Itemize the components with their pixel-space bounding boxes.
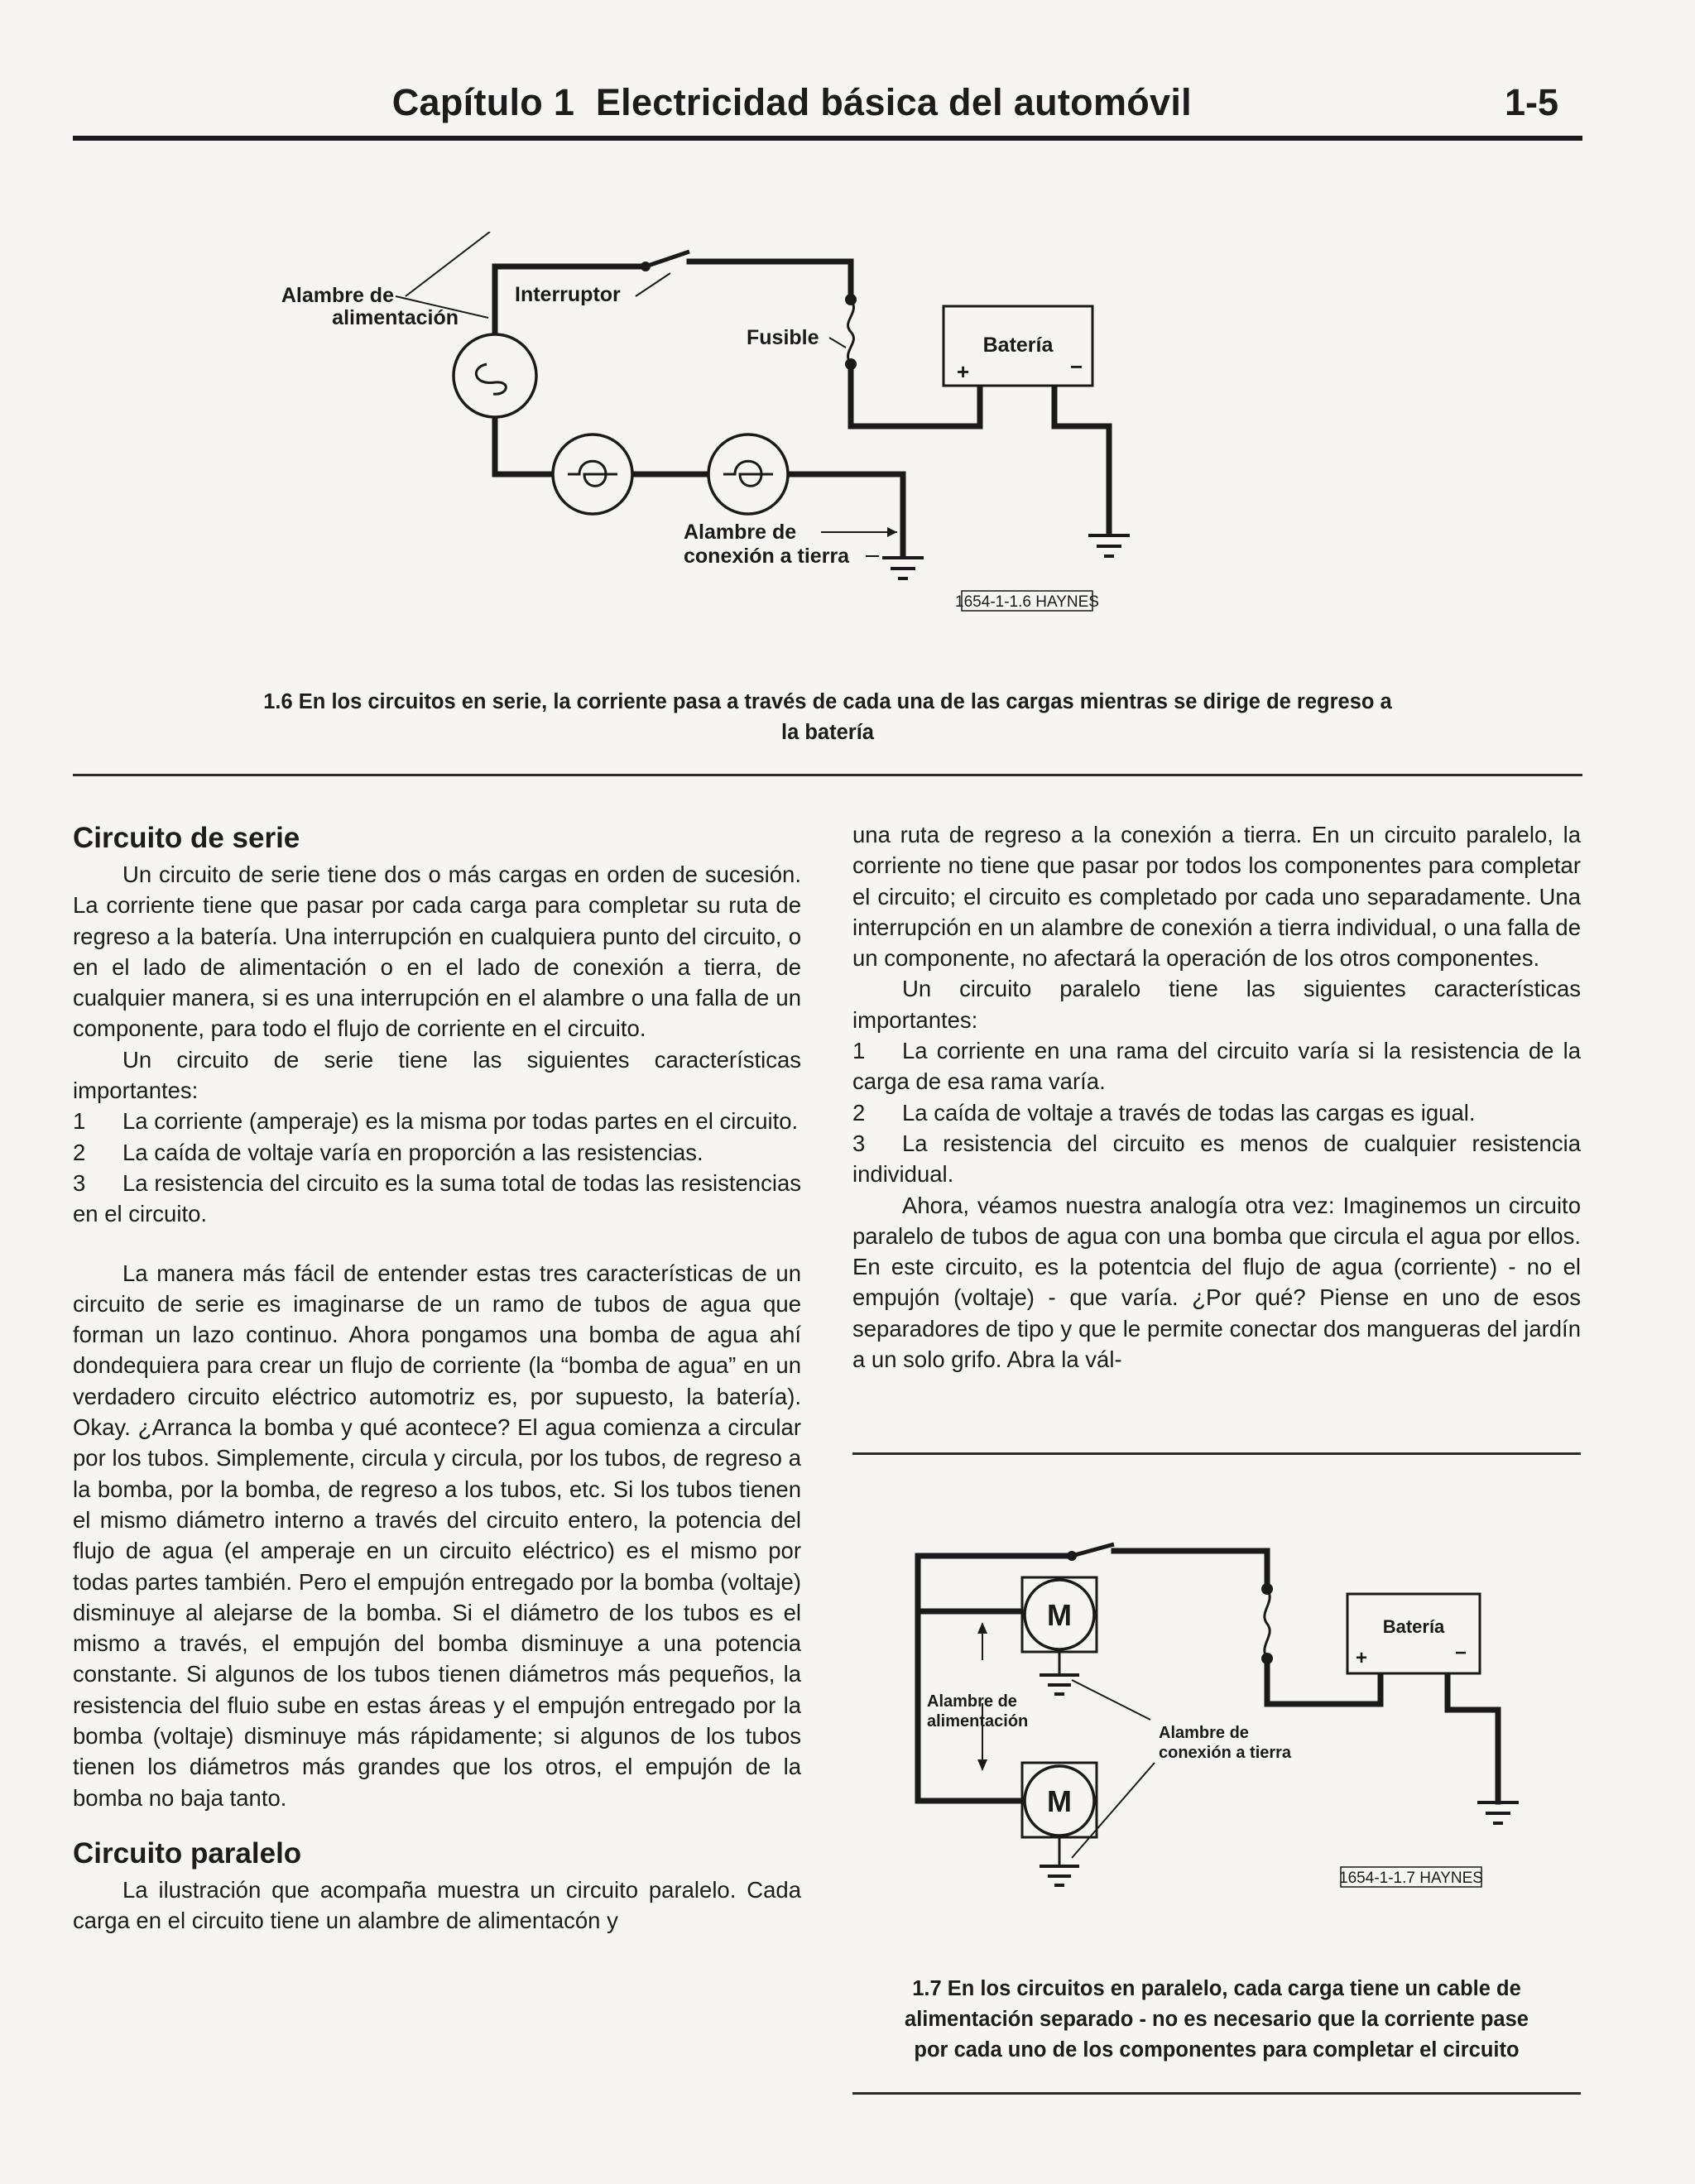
paragraph: Un circuito paralelo tiene las siguientes características importantes: (852, 976, 1581, 1033)
feed-wire-label-2: alimentación (332, 306, 459, 329)
feed-wire-label: Alambre de (281, 284, 394, 307)
section-heading: Circuito paralelo (73, 1836, 302, 1870)
list-number: 2 (73, 1139, 86, 1165)
list-text: La resistencia del circuito es la suma total de todas las resistencias en el circuito. (73, 1169, 801, 1227)
switch-blade (1072, 1544, 1114, 1556)
list-text: La resistencia del circuito es menos de cualquier resistencia individual. (852, 1130, 1581, 1188)
motor-icon (1022, 1577, 1097, 1652)
paragraph: Un circuito de serie tiene las siguientes características importantes: (73, 1046, 801, 1104)
list-number: 1 (852, 1038, 866, 1064)
left-column (73, 818, 801, 1937)
list-item (852, 1035, 1581, 1097)
switch-pivot (641, 262, 651, 271)
right-column (852, 819, 1581, 1375)
page-number: 1-5 (1505, 81, 1559, 123)
caption-line: por cada uno de los componentes para completar el circuito (914, 2038, 1520, 2062)
list-number: 2 (852, 1099, 866, 1126)
bulb-icon (553, 434, 632, 514)
ground-icon (882, 558, 924, 578)
caption-line: 1.7 En los circuitos en paralelo, cada carga tiene un cable de (912, 1977, 1521, 2000)
caption-line: la batería (781, 721, 874, 744)
chapter-title: Electricidad básica del automóvil (595, 81, 1192, 123)
parallel-circuit-diagram (902, 1523, 1581, 1912)
battery-label: Batería (1382, 1616, 1445, 1637)
list-number: 3 (73, 1169, 86, 1196)
caption-line: 1.6 En los circuitos en serie, la corriente pasa a través de cada una de las cargas mientras se dirige de regreso a (263, 690, 1392, 713)
list-item (852, 1128, 1581, 1190)
fuse-label: Fusible (747, 326, 819, 349)
chapter-number: Capítulo 1 (391, 81, 575, 123)
list-item (73, 1168, 801, 1230)
ground-icon (1040, 1866, 1079, 1885)
figure-id: 1654-1-1.6 HAYNES (955, 593, 1099, 611)
paragraph: una ruta de regreso a la conexión a tierra. En un circuito paralelo, la corriente no tiene que pasar por todos los componentes para completar el circuito; el circuito es completado por cada uno separadamente. Una interrupción en un alambre de conexión a tierra individual, o una falla de un componente, no afectará la operación de los otros componentes. (852, 822, 1581, 972)
paragraph: La manera más fácil de entender estas tres características de un circuito de serie es imaginarse de un ramo de tubos de agua que forman un lazo continuo. Ahora pongamos una bomba de agua ahí dondequiera para crear un flujo de corriente (la “bomba de agua” en un verdadero circuito eléctrico automotriz es, por supuesto, la batería). Okay. ¿Arranca la bomba y qué acontece? El agua comienza a circular por los tubos. Simplemente, circula y circula, por los tubos, de regreso a la bomba, por la bomba, de regreso a los tubos, etc. Si los tubos tienen el mismo diámetro interno a través del circuito entero, la potencia del flujo de agua (el amperaje en un circuito eléctrico) es el mismo por todas partes también. Pero el empujón entregado por la bomba (voltaje) disminuye al alejarse de la bomba. Si el diámetro de los tubos es el mismo a través, el empujón del bomba disminuye a una potencia constante. Si algunos de los tubos tienen diámetros más pequeños, la resistencia del fluio sube en estas áreas y el empujón entregado por la bomba (voltaje) disminuye más rápidamente; si algunos de los tubos tienen los diámetros más grandes que los otros, el empujón de la bomba no baja tanto. (73, 1260, 801, 1811)
caption-line: alimentación separado - no es necesario que la corriente pase (905, 2008, 1529, 2031)
ground-wire-label-2: conexión a tierra (1159, 1744, 1292, 1762)
bulb-icon (708, 434, 788, 514)
motor-label: M (1047, 1784, 1072, 1818)
ground-icon (1477, 1802, 1519, 1823)
switch-blade (646, 252, 689, 266)
feed-wire-label: Alambre de (927, 1692, 1017, 1711)
figure-caption (99, 687, 1556, 748)
section-heading: Circuito de serie (73, 822, 300, 854)
section-rule (852, 2092, 1581, 2095)
series-circuit-diagram (281, 232, 1175, 621)
list-item (852, 1097, 1581, 1128)
chapter-header (0, 81, 1192, 124)
list-text: La caída de voltaje varía en proporción a las resistencias. (122, 1139, 703, 1165)
ground-wire-label: Alambre de (684, 521, 797, 544)
list-text: La corriente en una rama del circuito varía si la resistencia de la carga de esa rama varía. (852, 1038, 1581, 1095)
battery-minus: − (1070, 354, 1083, 379)
motor-icon (1022, 1763, 1097, 1837)
battery-plus: + (957, 359, 970, 384)
battery-plus: + (1356, 1647, 1368, 1669)
bulb-icon (454, 334, 536, 417)
section-rule (852, 1452, 1581, 1455)
header-rule (73, 136, 1582, 141)
list-number: 1 (73, 1108, 86, 1135)
section-rule (73, 774, 1582, 776)
motor-label: M (1047, 1598, 1072, 1632)
ground-wire-label: Alambre de (1159, 1724, 1249, 1742)
ground-icon (1040, 1675, 1079, 1694)
switch-label: Interruptor (515, 283, 621, 306)
battery-minus: − (1455, 1642, 1467, 1664)
fuse-symbol (1261, 1583, 1273, 1664)
battery-label: Batería (982, 334, 1054, 357)
list-number: 3 (852, 1130, 866, 1156)
feed-wire-label-2: alimentación (927, 1712, 1029, 1730)
list-item (73, 1137, 801, 1168)
paragraph: La ilustración que acompaña muestra un circuito paralelo. Cada carga en el circuito tiene un alambre de alimentacón y (73, 1876, 801, 1934)
list-item (73, 1106, 801, 1136)
paragraph: Un circuito de serie tiene dos o más cargas en orden de sucesión. La corriente tiene que pasar por cada carga para completar su ruta de regreso a la batería. Una interrupción en cualquiera punto del circuito, o en el lado de alimentación o en el lado de conexión a tierra, de cualquier manera, si es una interrupción en el alambre o una falla de un componente, para todo el flujo de corriente en el circuito. (73, 862, 801, 1042)
figure-id: 1654-1-1.7 HAYNES (1339, 1870, 1483, 1887)
ground-wire-label-2: conexión a tierra (684, 545, 850, 568)
list-text: La caída de voltaje a través de todas las cargas es igual. (902, 1099, 1476, 1126)
fuse-symbol (845, 294, 857, 370)
switch-pivot (1067, 1551, 1077, 1561)
list-text: La corriente (amperaje) es la misma por todas partes en el circuito. (122, 1108, 799, 1135)
paragraph: Ahora, véamos nuestra analogía otra vez: Imaginemos un circuito paralelo de tubos de agua con una bomba que circula el agua por ellos. En este circuito, es la potentcia del flujo de agua (corriente) - no el empujón (voltaje) - que varía. ¿Por qué? Piense en uno de esos separadores de tipo y que le permite conectar dos mangueras del jardín a un solo grifo. Abra la vál- (852, 1192, 1581, 1373)
figure-caption (852, 1974, 1581, 2066)
ground-icon (1088, 535, 1130, 556)
